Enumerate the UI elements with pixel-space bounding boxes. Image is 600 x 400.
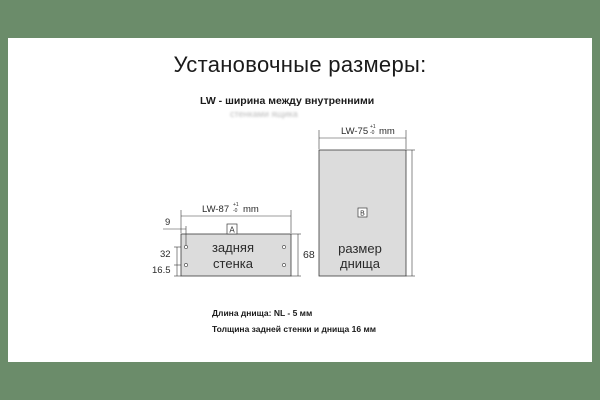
- back-panel-marker: A: [229, 225, 235, 235]
- back-panel-hole: [184, 245, 187, 248]
- bottom-panel-marker: B: [360, 210, 365, 218]
- bottom-width-tol-plus: +1: [370, 124, 376, 130]
- subtitle: LW - ширина между внутренними: [200, 95, 375, 107]
- faded-caption: стенками ящика: [230, 109, 298, 119]
- bottom-panel-label-2: днища: [340, 256, 380, 271]
- note-bottom-length: Длина днища: NL - 5 мм: [212, 308, 313, 318]
- back-panel-hole: [282, 245, 285, 248]
- back-panel-group: [152, 202, 315, 276]
- back-width-unit: mm: [243, 204, 259, 215]
- back-panel-label-2: стенка: [213, 256, 253, 271]
- back-width-tol-minus: -0: [233, 208, 238, 214]
- note-thickness: Толщина задней стенки и днища 16 мм: [212, 324, 377, 334]
- back-panel-hole: [282, 263, 285, 266]
- bottom-width-unit: mm: [379, 126, 395, 137]
- back-panel-hole: [184, 263, 187, 266]
- height-dim: 68: [303, 249, 315, 261]
- bottom-width-tol-minus: -0: [370, 130, 375, 136]
- hole-dim-lower: 16.5: [152, 265, 171, 276]
- offset-dim: 9: [165, 217, 171, 228]
- page-title: Установочные размеры:: [173, 52, 427, 77]
- back-panel-label-1: задняя: [211, 240, 255, 255]
- hole-dim-upper: 32: [160, 249, 171, 260]
- bottom-width-dim: LW-75: [341, 126, 369, 137]
- back-width-tol-plus: +1: [233, 202, 239, 208]
- bottom-panel-group: [319, 124, 415, 276]
- back-width-dim: LW-87: [202, 204, 230, 215]
- bottom-panel-label-1: размер: [338, 241, 382, 256]
